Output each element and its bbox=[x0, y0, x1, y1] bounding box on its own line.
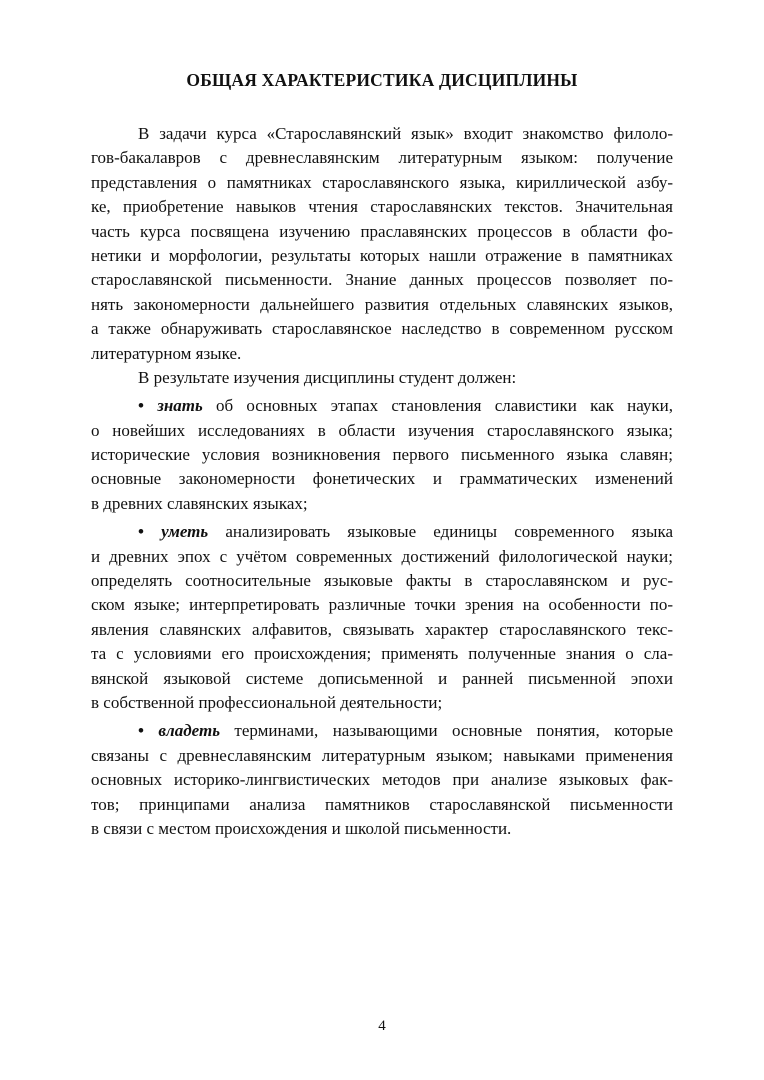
result-intro: В результате изучения дисциплины студент должен: bbox=[138, 367, 517, 387]
competency-line: и древних эпох с учётом современных достижений филологической науки; bbox=[91, 546, 673, 566]
intro-line: В задачи курса «Старославянский язык» входит знакомство филоло- bbox=[138, 124, 673, 143]
competency-text: анализировать языковые единицы современного языка bbox=[208, 522, 673, 542]
competency-line: исторические условия возникновения первого письменного языка славян; bbox=[91, 445, 673, 465]
competency-first-line bbox=[91, 394, 673, 418]
intro-line: представления о памятниках старославянского языка, кириллической азбу- bbox=[91, 172, 673, 192]
intro-line: старославянской письменности. Знание данных процессов позволяет по- bbox=[91, 270, 673, 290]
competency-line: основных историко-лингвистических методов при анализе языковых фак- bbox=[91, 770, 673, 790]
competency-line: вянской языковой системе дописьменной и ранней письменной эпохи bbox=[91, 668, 673, 688]
competency-first-line bbox=[91, 719, 673, 743]
competency-term: владеть bbox=[158, 721, 220, 741]
competency-list bbox=[91, 390, 673, 841]
intro-line: а также обнаруживать старославянское наследство в современном русском bbox=[91, 319, 673, 339]
competency-line: явления славянских алфавитов, связывать характер старославянского текс- bbox=[91, 619, 673, 639]
document-body bbox=[91, 122, 673, 841]
competency-line: в собственной профессиональной деятельности; bbox=[91, 692, 443, 712]
bullet-icon: • bbox=[138, 396, 144, 416]
competency-line: ском языке; интерпретировать различные точки зрения на особенности по- bbox=[91, 595, 673, 615]
intro-line: гов-бакалавров с древнеславянским литературным языком: получение bbox=[91, 148, 673, 168]
competency-line: тов; принципами анализа памятников старославянской письменности bbox=[91, 794, 673, 814]
page-number: 4 bbox=[378, 1018, 386, 1034]
intro-paragraph bbox=[91, 122, 673, 366]
competency-item bbox=[91, 719, 673, 841]
competency-line: в древних славянских языках; bbox=[91, 493, 308, 513]
competency-term: уметь bbox=[161, 522, 209, 542]
competency-line: та с условиями его происхождения; применять полученные знания о сла- bbox=[91, 644, 673, 664]
bullet-icon: • bbox=[138, 522, 144, 542]
intro-line: нять закономерности дальнейшего развития отдельных славянских языков, bbox=[91, 294, 673, 314]
competency-text: терминами, называющими основные понятия, которые bbox=[219, 721, 674, 741]
intro-line: ке, приобретение навыков чтения старославянских текстов. Значительная bbox=[91, 197, 673, 217]
page-title: ОБЩАЯ ХАРАКТЕРИСТИКА ДИСЦИПЛИНЫ bbox=[186, 70, 578, 90]
intro-line: литературном языке. bbox=[91, 343, 242, 363]
bullet-icon: • bbox=[138, 721, 144, 741]
competency-item bbox=[91, 394, 673, 516]
competency-first-line bbox=[91, 520, 673, 544]
competency-term: знать bbox=[157, 396, 203, 416]
competency-line: основные закономерности фонетических и грамматических изменений bbox=[91, 469, 673, 489]
intro-line: нетики и морфологии, результаты которых нашли отражение в памятниках bbox=[91, 245, 673, 265]
competency-item bbox=[91, 520, 673, 715]
competency-line: в связи с местом происхождения и школой письменности. bbox=[91, 818, 512, 838]
competency-line: определять соотносительные языковые факты в старославянском и рус- bbox=[91, 571, 673, 591]
competency-text: об основных этапах становления славистики как науки, bbox=[202, 396, 674, 416]
competency-line: о новейших исследованиях в области изучения старославянского языка; bbox=[91, 420, 673, 440]
competency-line: связаны с древнеславянским литературным языком; навыками применения bbox=[91, 745, 673, 765]
intro-line: часть курса посвящена изучению праславянских процессов в области фо- bbox=[91, 221, 673, 241]
